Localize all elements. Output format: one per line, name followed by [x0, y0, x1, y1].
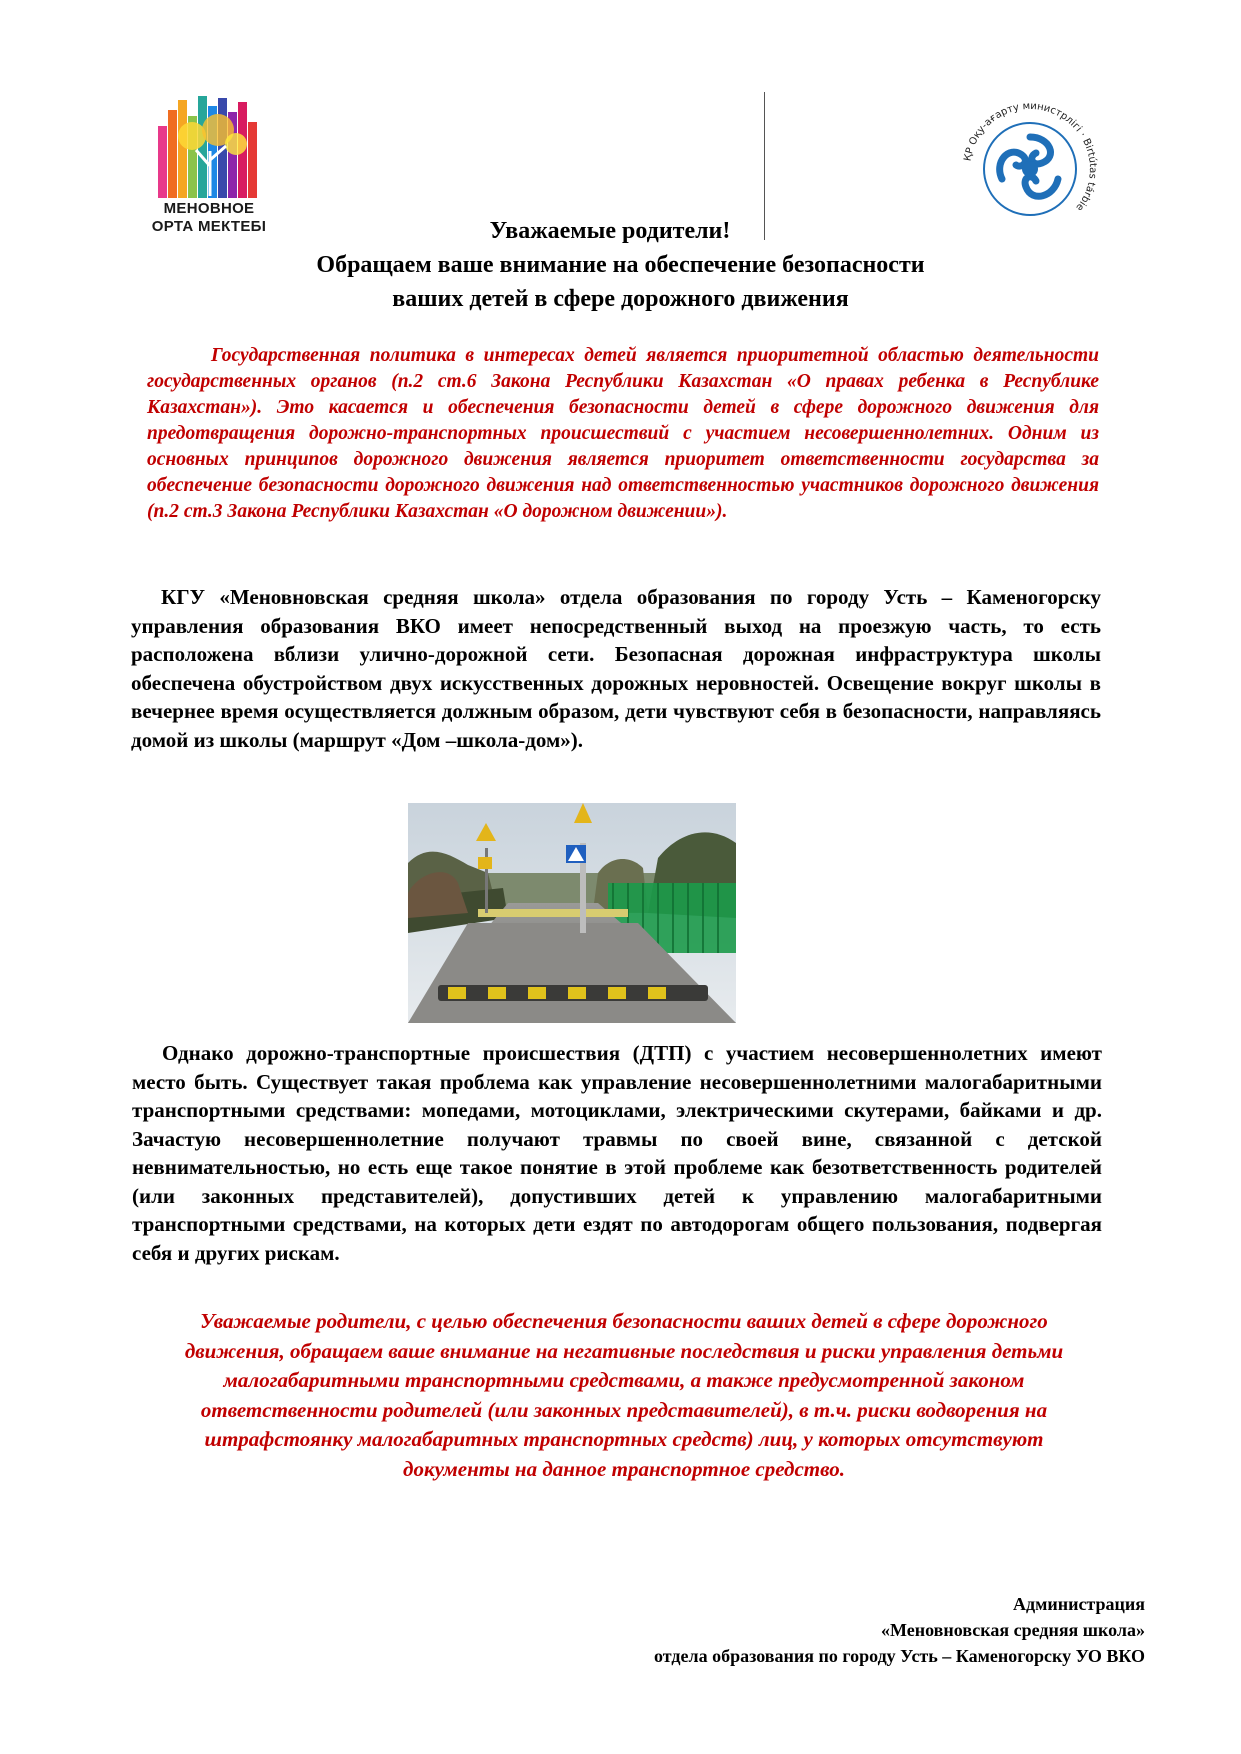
accidents-paragraph: Однако дорожно-транспортные происшествия (ДТП) с участием несовершеннолетних имеют место быть. Существует такая проблема как управление несовершеннолетними малогабаритными транспортными средствами: мопедами, мотоциклами, электрическими скутерами, байками и др. Зачастую несовершеннолетние получают травмы по своей вине, связанной с детской невнимательностью, но есть еще такое понятие в этой проблеме как безответственность родителей (или законных представителей), допустивших детей к управлению малогабаритными транспортными средствами, на которых дети ездят по автодорогам общего пользования, подвергая себя и других рискам. — [132, 1041, 1102, 1265]
school-info-paragraph: КГУ «Меновновская средняя школа» отдела образования по городу Усть – Каменогорску управления образования ВКО имеет непосредственный выход на проезжую часть, то есть расположена вблизи улично-дорожной сети. Безопасная дорожная инфраструктура школы обеспечена обустройством двух искусственных дорожных неровностей. Освещение вокруг школы в вечернее время осуществляется должным образом, дети чувствуют себя в безопасности, направляясь домой из школы (маршрут «Дом –школа-дом»). — [131, 585, 1101, 752]
intro-red-paragraph: Государственная политика в интересах детей является приоритетной областью деятельности государственных органов (п.2 ст.6 Закона Республики Казахстан «О правах ребенка в Республике Казахстан»). Это касается и обеспечения безопасности детей в сфере дорожного движения для предотвращения дорожно-транспортных происшествий с участием несовершеннолетних. Одним из основных принципов дорожного движения является приоритет ответственности государства за обеспечение безопасности дорожного движения над ответственностью участников дорожного движения (п.2 ст.3 Закона Республики Казахстан «О дорожном движении»). — [147, 345, 1099, 522]
heading-line3: ваших детей в сфере дорожного движения — [392, 286, 849, 312]
speed-bump-photo-icon — [408, 803, 736, 1023]
heading-line2: Обращаем ваше внимание на обеспечение безопасности — [316, 252, 925, 278]
ministry-ring-text: ҚР Оқу-ағарту министрлігі · Birtútas tárbie — [962, 100, 1099, 213]
heading-greeting: Уважаемые родители! — [489, 218, 731, 244]
road-photo — [408, 803, 736, 1023]
signature-line2: «Меновновская средняя школа» — [881, 1620, 1145, 1640]
school-logo-text-line2: ОРТА МЕКТЕБІ — [151, 218, 267, 235]
signature-line1: Администрация — [1012, 1594, 1145, 1614]
closing-red-paragraph: Уважаемые родители, с целью обеспечения безопасности ваших детей в сфере дорожного движения, обращаем ваше внимание на негативные последствия и риски управления детьми малогабаритными транспортными средствами, а также предусмотренной законом ответственности родителей (или законных представителей), в т.ч. риски водворения на штрафстоянку малогабаритных транспортных средств) лиц, у которых отсутствуют документы на данное транспортное средство. — [184, 1309, 1064, 1481]
school-logo-bars-icon — [158, 96, 262, 198]
school-logo-text-line1: МЕНОВНОЕ — [163, 200, 255, 217]
signature-line3: отдела образования по городу Усть – Каменогорску УО ВКО — [654, 1646, 1145, 1666]
school-logo — [150, 96, 268, 236]
